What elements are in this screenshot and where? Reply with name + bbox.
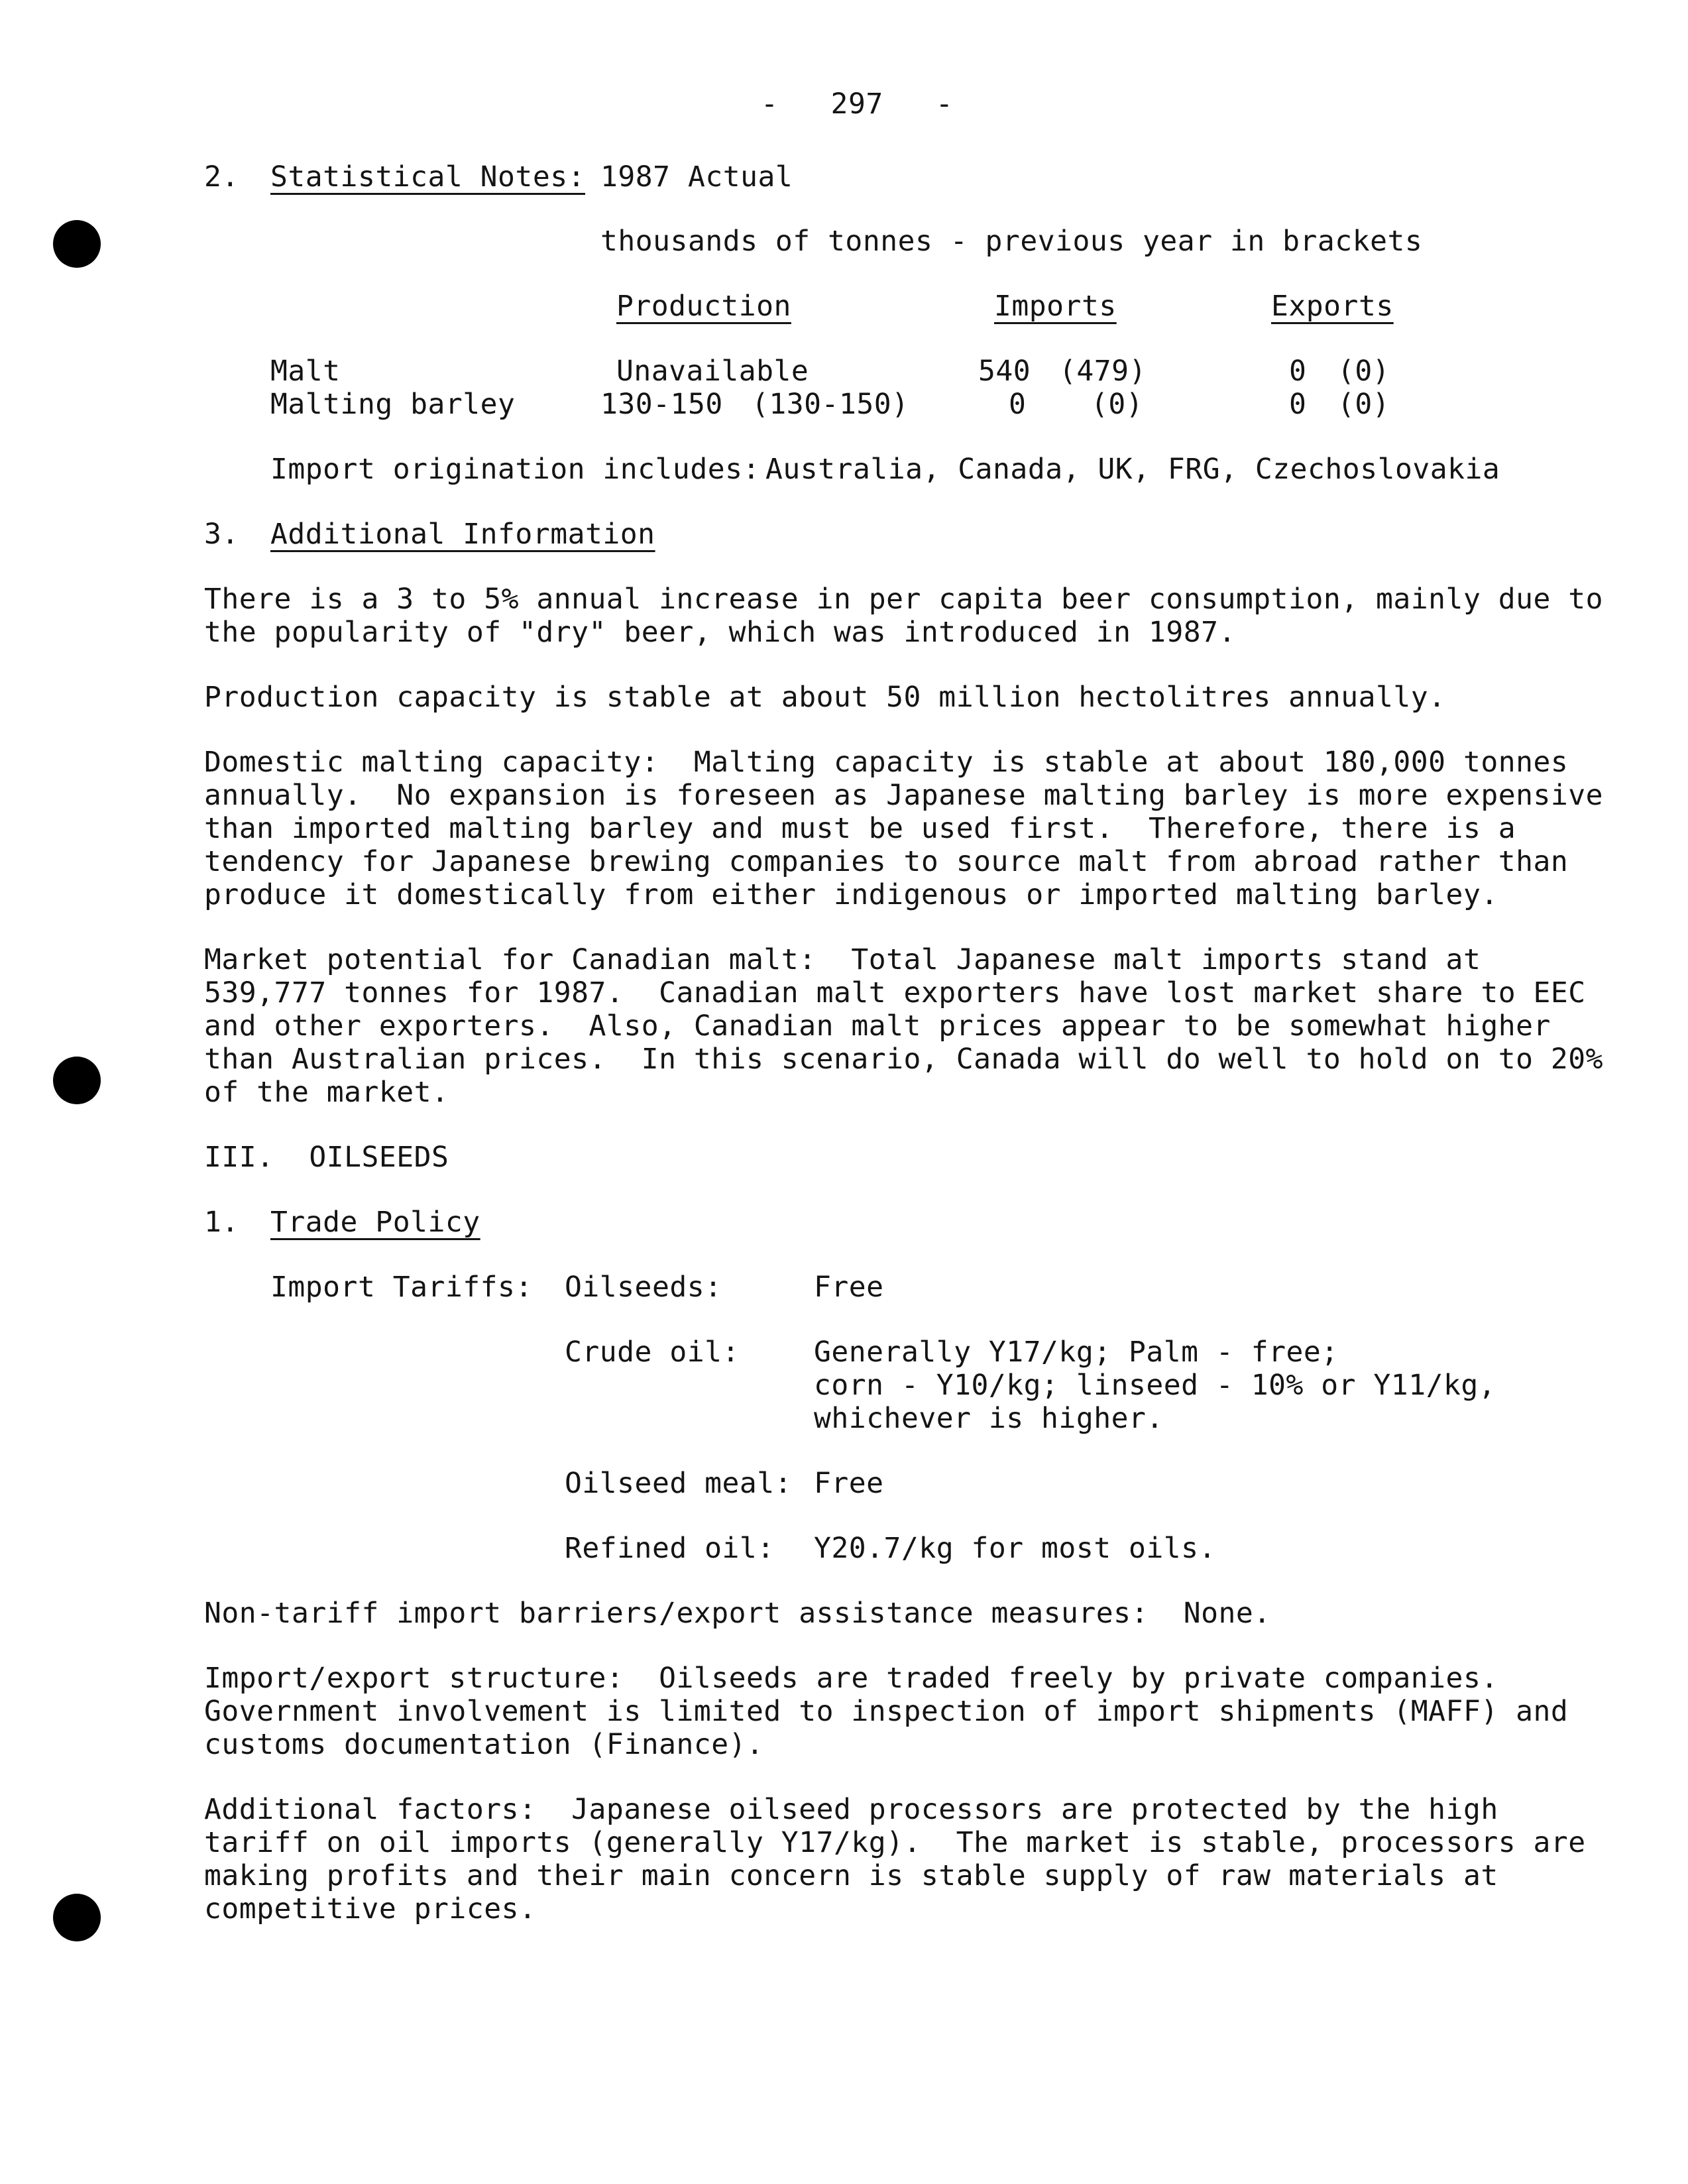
import-origin-value: Australia, Canada, UK, FRG, Czechoslovakia bbox=[765, 453, 1500, 486]
table-cell-production: Unavailable bbox=[616, 355, 809, 388]
table-row-label: Malting barley bbox=[270, 388, 516, 421]
tariff-item: Crude oil: bbox=[565, 1336, 740, 1369]
paragraph-line: Market potential for Canadian malt: Total Japanese malt imports stand at bbox=[204, 943, 1481, 976]
tariff-item: Oilseeds: bbox=[565, 1271, 722, 1304]
table-cell-exports-prev: (0) bbox=[1337, 388, 1390, 421]
table-cell-imports-prev: (479) bbox=[1059, 355, 1147, 388]
paragraph-line: the popularity of "dry" beer, which was introduced in 1987. bbox=[204, 616, 1236, 649]
paragraph-line: produce it domestically from either indigenous or imported malting barley. bbox=[204, 878, 1498, 911]
tariff-item: Oilseed meal: bbox=[565, 1467, 793, 1500]
tariff-value: Free bbox=[814, 1467, 884, 1500]
binder-hole-bottom bbox=[53, 1894, 101, 1941]
trade-policy-number: 1. bbox=[204, 1206, 239, 1239]
binder-hole-middle bbox=[53, 1057, 101, 1104]
column-header-exports: Exports bbox=[1271, 290, 1394, 323]
paragraph-line: Additional factors: Japanese oilseed processors are protected by the high bbox=[204, 1793, 1498, 1826]
page-number: - 297 - bbox=[761, 87, 954, 121]
table-cell-exports: 0 bbox=[1289, 388, 1307, 421]
column-header-imports: Imports bbox=[994, 290, 1117, 323]
table-cell-imports-prev: (0) bbox=[1091, 388, 1144, 421]
paragraph-line: Import/export structure: Oilseeds are traded freely by private companies. bbox=[204, 1662, 1498, 1695]
paragraph-line: There is a 3 to 5% annual increase in per capita beer consumption, mainly due to bbox=[204, 583, 1604, 616]
paragraph-line: Government involvement is limited to inspection of import shipments (MAFF) and bbox=[204, 1695, 1569, 1728]
table-cell-production: 130-150 bbox=[600, 388, 723, 421]
paragraph-line: and other exporters. Also, Canadian malt prices appear to be somewhat higher bbox=[204, 1009, 1551, 1043]
tariff-value: Free bbox=[814, 1271, 884, 1304]
tariff-value: corn - Y10/kg; linseed - 10% or Y11/kg, bbox=[814, 1369, 1496, 1402]
trade-policy-heading: Trade Policy bbox=[270, 1206, 480, 1239]
paragraph-line: 539,777 tonnes for 1987. Canadian malt exporters have lost market share to EEC bbox=[204, 976, 1586, 1009]
tariff-value: whichever is higher. bbox=[814, 1402, 1164, 1435]
section-3-number: 3. bbox=[204, 518, 239, 551]
column-header-production: Production bbox=[616, 290, 791, 323]
paragraph-line: of the market. bbox=[204, 1076, 449, 1109]
table-cell-imports: 540 bbox=[978, 355, 1031, 388]
tariff-value: Y20.7/kg for most oils. bbox=[814, 1532, 1216, 1565]
paragraph-line: tendency for Japanese brewing companies to source malt from abroad rather than bbox=[204, 845, 1569, 878]
tariff-value: Generally Y17/kg; Palm - free; bbox=[814, 1336, 1339, 1369]
table-row-label: Malt bbox=[270, 355, 341, 388]
import-origin-label: Import origination includes: bbox=[270, 453, 760, 486]
paragraph-line: Domestic malting capacity: Malting capacity is stable at about 180,000 tonnes bbox=[204, 746, 1569, 779]
section-2-number: 2. bbox=[204, 160, 239, 194]
units-note: thousands of tonnes - previous year in brackets bbox=[600, 225, 1423, 258]
binder-hole-top bbox=[53, 220, 101, 268]
paragraph-line: tariff on oil imports (generally Y17/kg). The market is stable, processors are bbox=[204, 1826, 1586, 1859]
paragraph-line: than imported malting barley and must be used first. Therefore, there is a bbox=[204, 812, 1516, 845]
table-cell-exports-prev: (0) bbox=[1337, 355, 1390, 388]
paragraph-line: customs documentation (Finance). bbox=[204, 1728, 764, 1761]
table-cell-exports: 0 bbox=[1289, 355, 1307, 388]
statistical-period: 1987 Actual bbox=[600, 160, 793, 194]
oilseeds-heading: III. OILSEEDS bbox=[204, 1141, 449, 1174]
statistical-notes-heading: Statistical Notes: bbox=[270, 160, 585, 194]
import-tariffs-label: Import Tariffs: bbox=[270, 1271, 533, 1304]
paragraph-line: making profits and their main concern is stable supply of raw materials at bbox=[204, 1859, 1498, 1892]
table-cell-imports: 0 bbox=[1009, 388, 1027, 421]
paragraph-line: than Australian prices. In this scenario, Canada will do well to hold on to 20% bbox=[204, 1043, 1604, 1076]
paragraph-line: annually. No expansion is foreseen as Japanese malting barley is more expensive bbox=[204, 779, 1604, 812]
tariff-item: Refined oil: bbox=[565, 1532, 775, 1565]
paragraph-line: Non-tariff import barriers/export assistance measures: None. bbox=[204, 1597, 1271, 1630]
table-cell-production-prev: (130-150) bbox=[752, 388, 909, 421]
paragraph-line: Production capacity is stable at about 50 million hectolitres annually. bbox=[204, 681, 1446, 714]
additional-information-heading: Additional Information bbox=[270, 518, 655, 551]
paragraph-line: competitive prices. bbox=[204, 1892, 537, 1925]
